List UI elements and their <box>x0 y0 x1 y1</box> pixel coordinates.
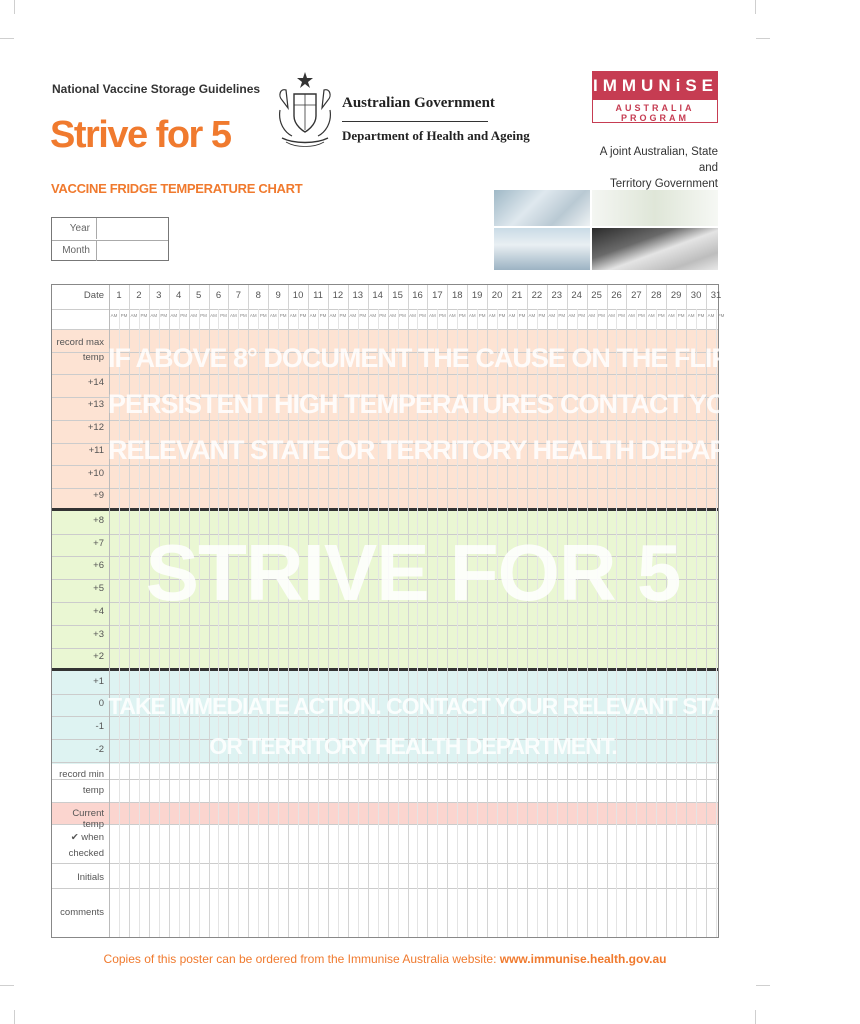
current-temp-band <box>52 802 718 824</box>
pm-label: PM <box>399 313 406 318</box>
row-divider <box>52 309 718 310</box>
am-label: AM <box>548 313 556 318</box>
pm-label: PM <box>438 313 446 318</box>
pm-label: PM <box>319 313 327 318</box>
am-label: AM <box>707 313 715 318</box>
pm-label: PM <box>498 313 506 318</box>
am-label: AM <box>468 313 476 318</box>
crop-mark <box>755 0 756 14</box>
department-name: Department of Health and Ageing <box>342 128 530 143</box>
row-label-record-min: record min <box>59 769 104 780</box>
am-label: AM <box>249 313 257 318</box>
month-row <box>52 240 168 262</box>
pm-label: PM <box>200 313 207 318</box>
am-label: AM <box>608 313 615 318</box>
am-label: AM <box>488 313 496 318</box>
row-divider <box>52 824 718 825</box>
pm-label: PM <box>239 313 247 318</box>
pm-label: PM <box>458 313 466 318</box>
row-label-plus6: +6 <box>93 560 104 571</box>
pm-label: PM <box>160 313 168 318</box>
day-number: 25 <box>591 290 602 301</box>
high-temp-warning-2: PERSISTENT HIGH TEMPERATURES CONTACT YOUR <box>108 389 764 419</box>
government-name: Australian Government <box>342 95 495 111</box>
am-label: AM <box>369 313 377 318</box>
month-label: Month <box>62 245 90 256</box>
low-temp-warning-2: OR TERRITORY HEALTH DEPARTMENT. <box>209 733 617 759</box>
day-number: 17 <box>432 290 443 301</box>
tagline-line-2: Territory Government <box>609 178 718 190</box>
am-label: AM <box>628 313 635 318</box>
day-number: 14 <box>372 290 383 301</box>
row-divider <box>52 762 718 763</box>
am-label: AM <box>230 313 237 318</box>
vaccine-fridge-photo <box>592 228 718 270</box>
pm-label: PM <box>299 313 307 318</box>
crop-mark <box>756 38 770 39</box>
row-label-plus8: +8 <box>93 515 104 526</box>
row-label-record-max: record max <box>56 337 104 348</box>
day-number: 12 <box>332 290 344 301</box>
pm-label: PM <box>120 313 128 318</box>
row-divider <box>52 888 718 889</box>
pm-label: PM <box>538 313 546 318</box>
am-label: AM <box>130 313 138 318</box>
immunise-logo-subtitle: AUSTRALIA PROGRAM <box>615 103 695 123</box>
year-field[interactable] <box>96 218 170 239</box>
day-number: 27 <box>631 290 642 301</box>
row-label-plus5: +5 <box>93 583 104 594</box>
am-label: AM <box>667 313 675 318</box>
temperature-grid <box>51 284 860 938</box>
strive-watermark: STRIVE FOR 5 <box>145 528 681 617</box>
website-link[interactable]: www.immunise.health.gov.au <box>499 952 667 966</box>
row-divider <box>52 802 718 803</box>
high-temp-warning-3: RELEVANT STATE OR TERRITORY HEALTH DEPARTMENT. <box>108 435 820 465</box>
immunise-logo-title: IMMUNiSE <box>593 72 717 100</box>
am-label: AM <box>210 313 217 318</box>
pm-label: PM <box>279 313 287 318</box>
am-label: AM <box>528 313 536 318</box>
chart-title: VACCINE FRIDGE TEMPERATURE CHART <box>51 181 303 196</box>
day-number: 28 <box>651 290 662 301</box>
pm-label: PM <box>697 313 705 318</box>
am-label: AM <box>269 313 277 318</box>
immunise-logo <box>592 71 718 123</box>
row-label-when-checked-2: checked <box>68 848 104 859</box>
am-label: AM <box>110 313 118 318</box>
year-month-box <box>51 217 169 261</box>
day-number: 29 <box>670 290 682 301</box>
row-label-record-max-temp: temp <box>82 352 104 363</box>
day-number: 13 <box>352 290 364 301</box>
am-label: AM <box>409 313 416 318</box>
am-label: AM <box>190 313 197 318</box>
divider <box>342 121 488 122</box>
year-row <box>52 218 168 241</box>
row-label-comments: comments <box>60 907 104 918</box>
am-label: AM <box>329 313 337 318</box>
day-number: 18 <box>452 290 463 301</box>
crop-mark <box>0 985 14 986</box>
am-label: AM <box>309 313 317 318</box>
row-label-plus14: +14 <box>87 377 104 388</box>
vaccine-fridge-photo <box>494 190 590 226</box>
footer-text: Copies of this poster can be ordered from the Immunise Australia website: <box>103 952 497 966</box>
pm-label: PM <box>598 313 605 318</box>
crop-mark <box>14 0 15 14</box>
day-number: 2 <box>136 290 142 301</box>
am-label: AM <box>429 313 436 318</box>
coat-of-arms-icon <box>274 70 336 150</box>
vaccine-fridge-photo <box>494 228 590 270</box>
row-label-plus10: +10 <box>87 468 104 479</box>
am-label: AM <box>647 313 655 318</box>
month-field[interactable] <box>96 240 170 261</box>
range-divider <box>52 508 718 511</box>
pm-label: PM <box>359 313 367 318</box>
low-temp-warning-1: TAKE IMMEDIATE ACTION. CONTACT YOUR RELEVANT STATE <box>108 693 750 719</box>
high-temp-warning-1: IF ABOVE 8° DOCUMENT THE CAUSE ON THE FLIP SIDE. FOR <box>108 343 860 373</box>
crop-mark <box>14 1010 15 1024</box>
day-number: 5 <box>195 290 202 301</box>
pm-label: PM <box>339 313 347 318</box>
day-number: 23 <box>551 290 563 301</box>
crop-mark <box>0 38 14 39</box>
am-label: AM <box>687 313 695 318</box>
row-divider <box>52 374 718 375</box>
day-number: 20 <box>491 290 503 301</box>
day-number: 9 <box>275 290 281 301</box>
row-label-minus2: -2 <box>95 744 104 755</box>
date-label: Date <box>83 290 104 301</box>
row-label-plus7: +7 <box>93 538 104 549</box>
day-number: 11 <box>313 290 323 301</box>
am-label: AM <box>150 313 158 318</box>
row-label-current-temp: Current temp <box>72 808 104 830</box>
row-label-initials: Initials <box>77 872 104 883</box>
pm-label: PM <box>677 313 685 318</box>
row-label-plus1: +1 <box>93 676 104 687</box>
am-label: AM <box>588 313 595 318</box>
pm-label: PM <box>558 313 566 318</box>
day-number: 30 <box>690 290 702 301</box>
day-number: 21 <box>511 290 523 301</box>
crop-mark <box>755 1010 756 1024</box>
am-label: AM <box>349 313 357 318</box>
row-divider <box>52 779 718 780</box>
am-label: AM <box>448 313 456 318</box>
am-label: AM <box>389 313 396 318</box>
row-divider <box>52 420 718 421</box>
row-divider <box>52 648 718 649</box>
row-label-plus12: +12 <box>87 422 104 433</box>
pm-label: PM <box>578 313 586 318</box>
guidelines-heading: National Vaccine Storage Guidelines <box>52 82 261 96</box>
am-label: AM <box>568 313 576 318</box>
pm-label: PM <box>618 313 625 318</box>
day-number: 1 <box>116 290 122 301</box>
day-number: 15 <box>392 290 403 301</box>
row-divider <box>52 625 718 626</box>
row-divider <box>52 863 718 864</box>
row-label-record-min-temp: temp <box>82 785 104 796</box>
tagline-line-1: A joint Australian, State and <box>599 146 718 174</box>
pm-label: PM <box>657 313 665 318</box>
row-label-plus11: +11 <box>88 445 104 456</box>
pm-label: PM <box>419 313 426 318</box>
day-number: 7 <box>235 290 242 301</box>
am-label: AM <box>508 313 516 318</box>
pm-label: PM <box>717 313 725 318</box>
pm-label: PM <box>220 313 227 318</box>
am-label: AM <box>170 313 178 318</box>
row-label-plus13: +13 <box>87 399 104 410</box>
day-number: 10 <box>292 290 304 301</box>
row-label-when-checked: ✔ when <box>70 832 104 843</box>
am-label: AM <box>289 313 297 318</box>
day-number: 3 <box>156 290 162 301</box>
row-label-plus4: +4 <box>93 606 104 617</box>
pm-label: PM <box>140 313 148 318</box>
pm-label: PM <box>259 313 267 318</box>
pm-label: PM <box>518 313 526 318</box>
day-number: 4 <box>176 290 182 301</box>
pm-label: PM <box>379 313 387 318</box>
row-label-plus2: +2 <box>93 651 104 662</box>
day-number: 26 <box>611 290 622 301</box>
footer-note <box>0 952 770 966</box>
day-number: 6 <box>215 290 222 301</box>
year-label: Year <box>69 223 90 234</box>
row-label-plus9: +9 <box>93 490 104 501</box>
pm-label: PM <box>478 313 486 318</box>
pm-label: PM <box>180 313 188 318</box>
day-number: 19 <box>471 290 483 301</box>
row-label-plus3: +3 <box>93 629 104 640</box>
row-label-minus1: -1 <box>95 721 104 732</box>
row-divider <box>52 329 718 330</box>
page-title: Strive for 5 <box>50 114 231 156</box>
pm-label: PM <box>637 313 645 318</box>
vaccine-fridge-photo <box>592 190 718 226</box>
row-label-zero: 0 <box>98 698 104 709</box>
day-number: 16 <box>412 290 423 301</box>
day-number: 31 <box>710 290 722 301</box>
day-number: 22 <box>531 290 543 301</box>
day-number: 24 <box>571 290 582 301</box>
row-divider <box>52 488 718 489</box>
range-divider <box>52 668 718 671</box>
crop-mark <box>756 985 770 986</box>
day-number: 8 <box>255 290 261 301</box>
